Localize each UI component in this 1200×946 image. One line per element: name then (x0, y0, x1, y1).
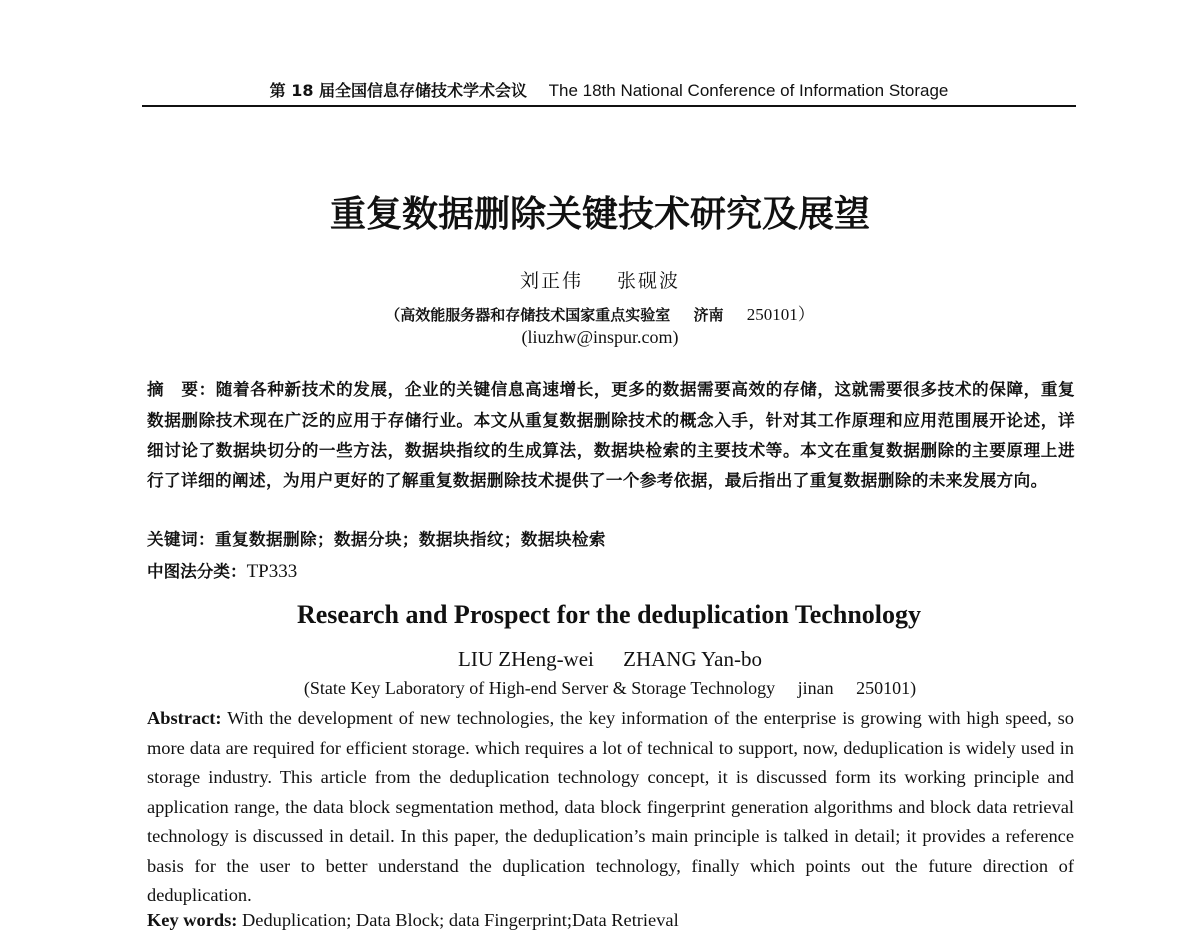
en-abstract-label: Abstract: (147, 708, 222, 728)
cn-affiliation-city: 济南 (693, 306, 724, 324)
cn-affiliation (0, 300, 1200, 325)
cn-email: (liuzhw@inspur.com) (521, 327, 679, 347)
cn-keywords (147, 526, 1075, 550)
en-author-1: LIU ZHeng-wei (458, 647, 594, 671)
cn-affiliation-org: （高效能服务器和存储技术国家重点实验室 (385, 306, 671, 324)
running-header (142, 78, 1076, 101)
cn-affiliation-zip: 250101） (746, 305, 815, 324)
header-rule (142, 105, 1076, 107)
cn-title: 重复数据删除关键技术研究及展望 (329, 194, 870, 235)
cn-keywords-text: 重复数据删除；数据分块；数据块指纹；数据块检索 (214, 529, 606, 549)
running-header-cn: 第 18 届全国信息存储技术学术会议 (269, 81, 528, 100)
en-affiliation-city: jinan (797, 678, 834, 698)
cn-abstract-text: 随着各种新技术的发展，企业的关键信息高速增长，更多的数据需要高效的存储，这就需要很多技术的保障，重复数据删除技术现在广泛的应用于存储行业。本文从重复数据删除技术的概念入手，针对其工作原理和应用范围展开论述，详细讨论了数据块切分的一些方法，数据块指纹的生成算法，数据块检索的主要技术等。本文在重复数据删除的主要原理上进行了详细的阐述，为用户更好的了解重复数据删除技术提供了一个参考依据，最后指出了重复数据删除的未来发展方向。 (147, 379, 1075, 490)
running-header-en: The 18th National Conference of Information Storage (548, 81, 949, 100)
en-title: Research and Prospect for the deduplication Technology (296, 600, 922, 629)
cn-classification (147, 558, 1075, 583)
en-affiliation (0, 678, 1200, 699)
cn-abstract-label: 摘 要： (147, 380, 216, 399)
en-keywords-text: Deduplication; Data Block; data Fingerprint;Data Retrieval (242, 910, 679, 930)
cn-authors (0, 266, 1200, 293)
en-keywords-label: Key words: (147, 910, 238, 930)
cn-classification-value: TP333 (246, 561, 298, 582)
cn-abstract (147, 374, 1075, 495)
cn-keywords-label: 关键词： (147, 530, 215, 549)
en-keywords (147, 910, 1074, 931)
cn-author-1: 刘正伟 (519, 270, 583, 292)
en-abstract-text: With the development of new technologies, the key information of the enterprise is growing with high speed, so more data are required for efficient storage. which requires a lot of technical to support, now, deduplication is widely used in storage industry. This article from the deduplication technology concept, it is discussed form its working principle and application range, the data block segmentation method, data block fingerprint generation algorithms and block data retrieval technology is discussed in detail. In this paper, the deduplication’s main principle is talked in detail; it provides a reference basis for the user to better understand the duplication technology, finally which points out the future direction of deduplication. (147, 708, 1075, 905)
cn-author-2: 张砚波 (617, 270, 681, 292)
en-affiliation-org: (State Key Laboratory of High-end Server & Storage Technology (303, 678, 776, 698)
en-authors (0, 647, 1200, 672)
en-affiliation-zip: 250101) (856, 678, 917, 698)
cn-classification-label: 中图法分类： (147, 562, 247, 581)
en-abstract (147, 704, 1074, 911)
en-author-2: ZHANG Yan-bo (623, 647, 762, 671)
